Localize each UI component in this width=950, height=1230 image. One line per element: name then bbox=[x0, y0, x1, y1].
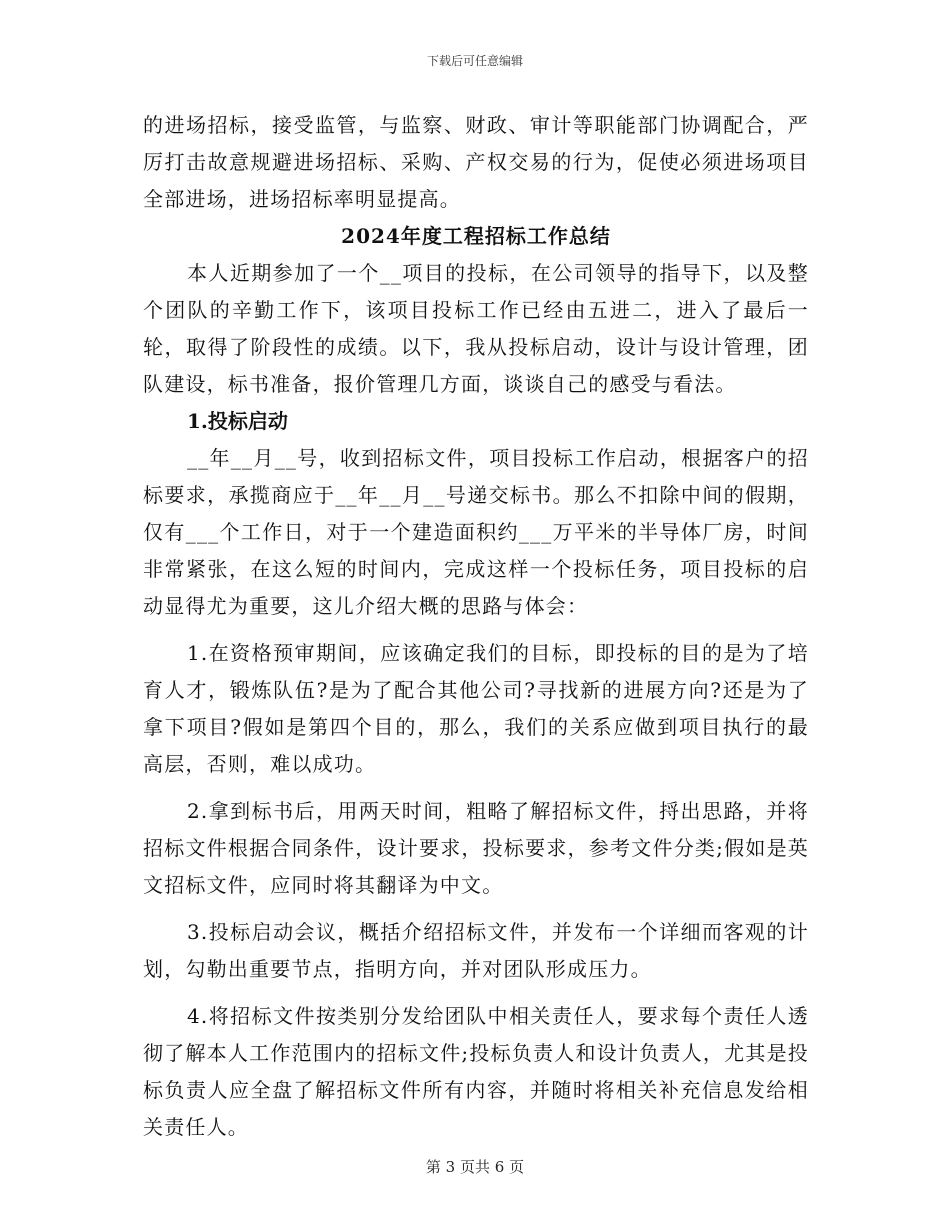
list-item-2: 2.拿到标书后，用两天时间，粗略了解招标文件，捋出思路，并将招标文件根据合同条件，设计要求，投标要求，参考文件分类;假如是英文招标文件，应同时将其翻译为中文。 bbox=[143, 799, 809, 897]
page-footer: 第 3 页共 6 页 bbox=[425, 1158, 525, 1176]
paragraph-continuation: 的进场招标，接受监管，与监察、财政、审计等职能部门协调配合，严厉打击故意规避进场招标、采购、产权交易的行为，促使必须进场项目全部进场，进场招标率明显提高。 bbox=[143, 113, 809, 211]
section-heading: 1.投标启动 bbox=[187, 409, 288, 433]
list-item-4: 4.将招标文件按类别分发给团队中相关责任人，要求每个责任人透彻了解本人工作范围内的招标文件;投标负责人和设计负责人，尤其是投标负责人应全盘了解招标文件所有内容，并随时将相关补充信息发给相关责任人。 bbox=[143, 1004, 809, 1139]
document-title: 2024年度工程招标工作总结 bbox=[341, 224, 611, 248]
paragraph-intro: 本人近期参加了一个__项目的投标，在公司领导的指导下，以及整个团队的辛勤工作下，该项目投标工作已经由五进二，进入了最后一轮，取得了阶段性的成绩。以下，我从投标启动，设计与设计管理，团队建设，标书准备，报价管理几方面，谈谈自己的感受与看法。 bbox=[143, 261, 809, 396]
list-item-1: 1.在资格预审期间，应该确定我们的目标，即投标的目的是为了培育人才，锻炼队伍?是为了配合其他公司?寻找新的进展方向?还是为了拿下项目?假如是第四个目的，那么，我们的关系应做到项目执行的最高层，否则，难以成功。 bbox=[143, 641, 809, 776]
paragraph-launch: __年__月__号，收到招标文件，项目投标工作启动，根据客户的招标要求，承揽商应于__年__月__号递交标书。那么不扣除中间的假期，仅有___个工作日，对于一个建造面积约___万平米的半导体厂房，时间非常紧张，在这么短的时间内，完成这样一个投标任务，项目投标的启动显得尤为重要，这儿介绍大概的思路与体会： bbox=[143, 446, 809, 618]
page-header: 下载后可任意编辑 bbox=[426, 54, 523, 68]
list-item-3: 3.投标启动会议，概括介绍招标文件，并发布一个详细而客观的计划，勾勒出重要节点，指明方向，并对团队形成压力。 bbox=[143, 920, 809, 981]
document-body bbox=[143, 107, 809, 1146]
